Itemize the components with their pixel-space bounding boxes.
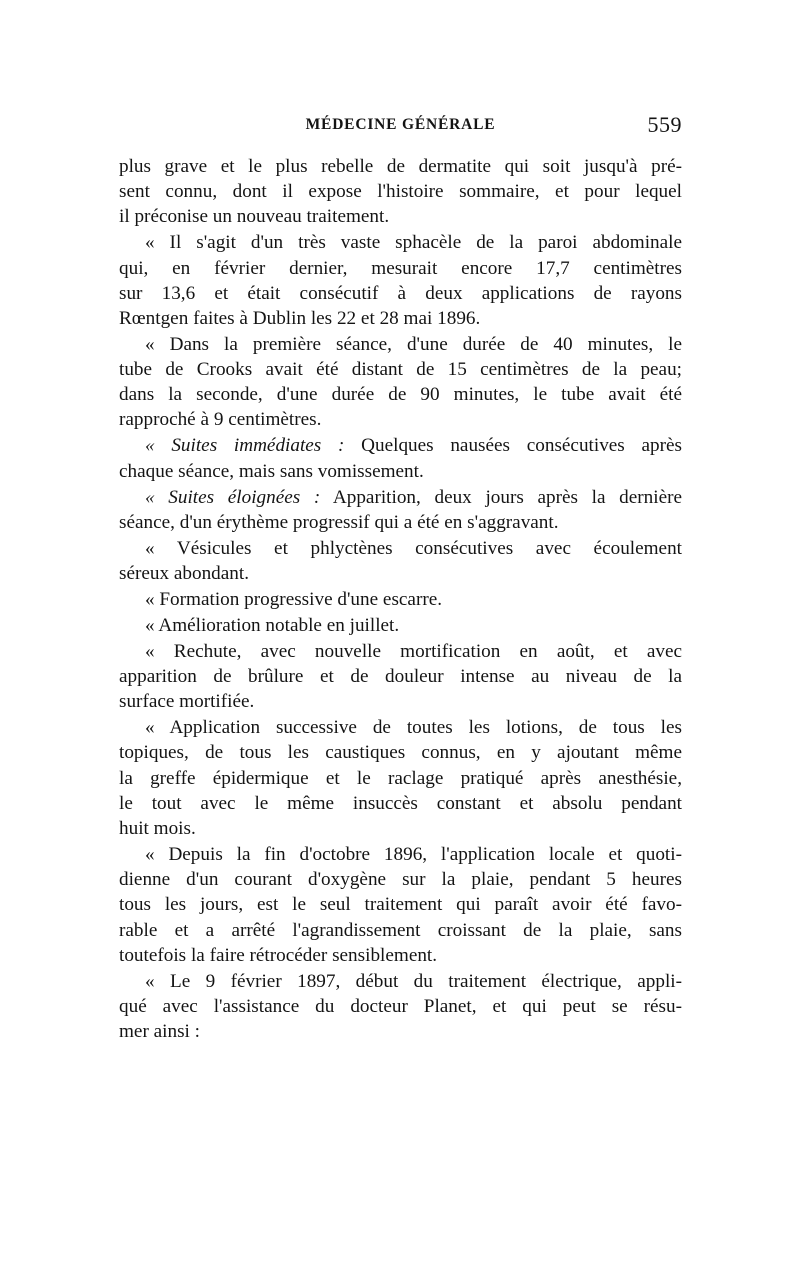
line-remainder: Apparition, deux jours après la dernière <box>332 486 682 508</box>
text-line: il préconise un nouveau traitement. <box>119 206 390 228</box>
page-number: 559 <box>647 112 682 137</box>
line-remainder: Quelques nausées consécutives après <box>361 435 682 457</box>
text-line: « Dans la première séance, d'une durée de 40 minutes, le <box>145 333 682 355</box>
running-head <box>119 112 682 142</box>
text-line: tous les jours, est le seul traitement qui paraît avoir été favo- <box>119 894 682 916</box>
text-line: « Il s'agit d'un très vaste sphacèle de la paroi abdominale <box>145 232 682 254</box>
text-line: huit mois. <box>119 818 196 840</box>
body-text <box>119 154 682 1044</box>
text-line: tube de Crooks avait été distant de 15 centimètres de la peau; <box>119 359 682 381</box>
text-line: « Le 9 février 1897, début du traitement électrique, appli- <box>145 970 682 992</box>
text-line: Rœntgen faites à Dublin les 22 et 28 mai 1896. <box>119 307 481 329</box>
text-line: rapproché à 9 centimètres. <box>119 409 322 431</box>
text-line: apparition de brûlure et de douleur intense au niveau de la <box>119 666 682 688</box>
text-line: dans la seconde, d'une durée de 90 minutes, le tube avait été <box>119 384 682 406</box>
italic-heading-immediate: « Suites immédiates : <box>145 435 345 457</box>
text-line: topiques, de tous les caustiques connus, en y ajoutant même <box>119 742 682 764</box>
header-title: MÉDECINE GÉNÉRALE <box>305 116 496 133</box>
text-line: toutefois la faire rétrocéder sensiblement. <box>119 944 438 966</box>
text-line: rable et a arrêté l'agrandissement croissant de la plaie, sans <box>119 919 682 941</box>
text-line: sur 13,6 et était consécutif à deux applications de rayons <box>119 282 682 304</box>
text-line: « Application successive de toutes les lotions, de tous les <box>145 717 682 739</box>
text-line: surface mortifiée. <box>119 691 255 713</box>
text-line: séreux abondant. <box>119 562 250 584</box>
text-line <box>119 485 682 510</box>
text-line: le tout avec le même insuccès constant et absolu pendant <box>119 792 682 814</box>
text-line: séance, d'un érythème progressif qui a été en s'aggravant. <box>119 511 559 533</box>
text-line: mer ainsi : <box>119 1021 200 1043</box>
text-line: dienne d'un courant d'oxygène sur la plaie, pendant 5 heures <box>119 869 682 891</box>
text-line: « Depuis la fin d'octobre 1896, l'application locale et quoti- <box>145 844 682 866</box>
text-line: plus grave et le plus rebelle de dermatite qui soit jusqu'à pré- <box>119 156 682 177</box>
text-line: la greffe épidermique et le raclage pratiqué après anesthésie, <box>119 767 682 789</box>
text-line: sent connu, dont il expose l'histoire sommaire, et pour lequel <box>119 181 682 203</box>
text-line: « Amélioration notable en juillet. <box>145 614 400 636</box>
text-line: « Rechute, avec nouvelle mortification en août, et avec <box>145 640 682 662</box>
text-line <box>119 433 682 458</box>
text-line: chaque séance, mais sans vomissement. <box>119 460 424 482</box>
text-line: qui, en février dernier, mesurait encore 17,7 centimètres <box>119 257 682 279</box>
italic-heading-later: « Suites éloignées : <box>145 486 321 508</box>
text-line: qué avec l'assistance du docteur Planet, et qui peut se résu- <box>119 995 682 1017</box>
text-line: « Formation progressive d'une escarre. <box>145 588 443 610</box>
text-line: « Vésicules et phlyctènes consécutives avec écoulement <box>145 537 682 559</box>
